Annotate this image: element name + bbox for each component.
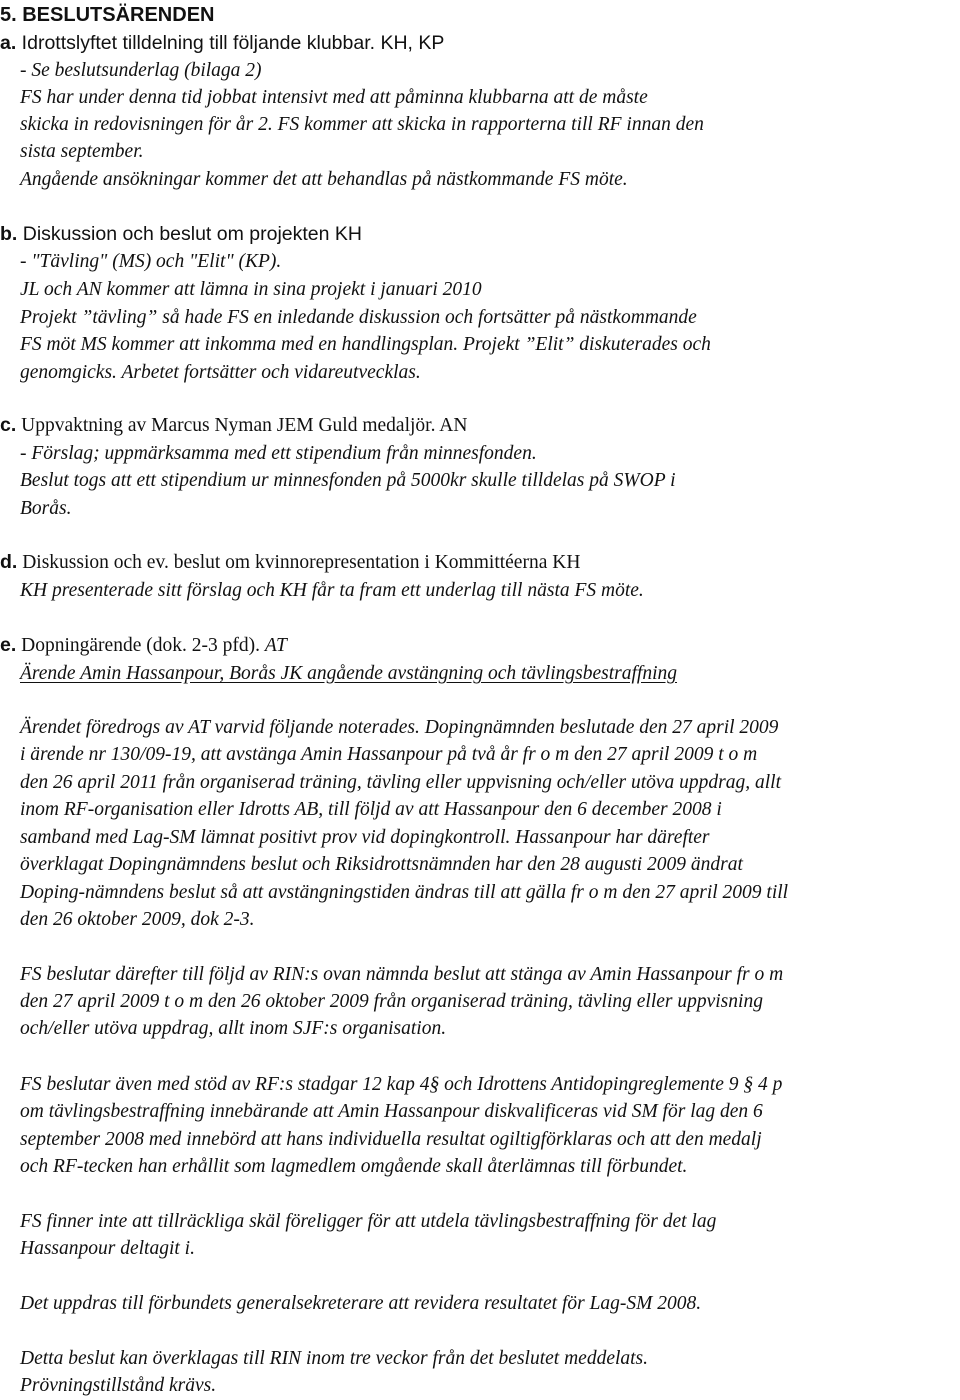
item-e-para3-line: FS beslutar även med stöd av RF:s stadgar 12 kap 4§ och Idrottens Antidopingreglemente 9 § 4 p (20, 1074, 783, 1095)
item-e-para1-line: i ärende nr 130/09-19, att avstänga Amin Hassanpour på två år fr o m den 27 april 2009 t o m (20, 744, 758, 765)
item-d-letter: d. (0, 551, 18, 573)
item-e-para2-line: och/eller utöva uppdrag, allt inom SJF:s organisation. (20, 1018, 447, 1039)
item-e-para5-line: Det uppdras till förbundets generalsekreterare att revidera resultatet för Lag-SM 2008. (20, 1293, 702, 1314)
item-a-title: Idrottslyftet tilldelning till följande klubbar. KH, KP (16, 32, 445, 54)
item-a-letter: a. (0, 32, 17, 54)
item-e-heading (0, 632, 287, 659)
item-b-letter: b. (0, 223, 18, 245)
item-e-para1-line: den 26 april 2011 från organiserad träning, tävling eller uppvisning och/eller utöva uppdrag, allt (20, 772, 781, 793)
item-b-heading (0, 221, 362, 248)
item-a-line: - Se beslutsunderlag (bilaga 2) (20, 60, 262, 81)
item-b-line: Projekt ”tävling” så hade FS en inledande diskussion och fortsätter på nästkommande (20, 307, 697, 328)
item-c-heading (0, 412, 467, 439)
item-c-line: Borås. (20, 498, 72, 519)
item-c-line: Beslut togs att ett stipendium ur minnesfonden på 5000kr skulle tilldelas på SWOP i (20, 470, 676, 491)
item-e-para6-line: Detta beslut kan överklagas till RIN inom tre veckor från det beslutet meddelats. (20, 1348, 649, 1369)
item-b-title: Diskussion och beslut om projekten KH (17, 223, 363, 245)
item-e-para3-line: och RF-tecken han erhållit som lagmedlem omgående skall återlämnas till förbundet. (20, 1156, 688, 1177)
item-e-subject: Ärende Amin Hassanpour, Borås JK angående avstängning och tävlingsbestraffning (20, 663, 678, 684)
section-heading: 5. BESLUTSÄRENDEN (0, 4, 215, 26)
item-c-line: - Förslag; uppmärksamma med ett stipendium från minnesfonden. (20, 443, 537, 464)
item-e-para1-line: överklagat Dopingnämndens beslut och Riksidrottsnämnden har den 28 augusti 2009 ändrat (20, 854, 743, 875)
item-e-title: Dopningärende (dok. 2-3 pfd). (16, 635, 265, 656)
item-e-letter: e. (0, 634, 17, 656)
item-e-para1-line: Doping-nämndens beslut så att avstängningstiden ändras till att gälla fr o m den 27 april 2009 till (20, 882, 789, 903)
item-b-line: - "Tävling" (MS) och "Elit" (KP). (20, 251, 282, 272)
item-e-para3-line: om tävlingsbestraffning innebärande att Amin Hassanpour diskvalificeras vid SM för lag den 6 (20, 1101, 763, 1122)
item-a-line (20, 111, 704, 138)
item-d-title: Diskussion och ev. beslut om kvinnorepresentation i Kommittéerna KH (17, 552, 581, 573)
item-a-line: sista september. (20, 141, 144, 162)
item-e-para4-line: Hassanpour deltagit i. (20, 1238, 195, 1259)
item-e-para1-line: samband med Lag-SM lämnat positivt prov vid dopingkontroll. Hassanpour har därefter (20, 827, 710, 848)
item-e-para6-line: Prövningstillstånd krävs. (20, 1375, 217, 1396)
item-e-para1-line: Ärendet föredrogs av AT varvid följande noterades. Dopingnämnden beslutade den 27 april 2009 (20, 717, 779, 738)
item-e-para1-line: inom RF-organisation eller Idrotts AB, till följd av att Hassanpour den 6 december 2008 i (20, 799, 722, 820)
item-e-para4-line: FS finner inte att tillräckliga skäl föreligger för att utdela tävlingsbestraffning för det lag (20, 1211, 717, 1232)
item-a-line: FS har under denna tid jobbat intensivt med att påminna klubbarna att de måste (20, 87, 648, 108)
item-a-text: FS kommer att skicka in rapporterna till RF innan den (277, 114, 704, 135)
item-d-line: KH presenterade sitt förslag och KH får ta fram ett underlag till nästa FS möte. (20, 580, 644, 601)
item-e-para2-line: FS beslutar därefter till följd av RIN:s ovan nämnda beslut att stänga av Amin Hassanpour fr o m (20, 964, 784, 985)
item-d-heading (0, 549, 580, 576)
item-e-title-tail: AT (264, 635, 287, 656)
item-e-para2-line: den 27 april 2009 t o m den 26 oktober 2009 från organiserad träning, tävling eller uppvisning (20, 991, 763, 1012)
item-b-line: genomgicks. Arbetet fortsätter och vidareutvecklas. (20, 362, 421, 383)
item-e-para3-line: september 2008 med innebörd att hans individuella resultat ogiltigförklaras och att den medalj (20, 1129, 762, 1150)
item-a-heading (0, 30, 444, 57)
item-e-para1-line: den 26 oktober 2009, dok 2-3. (20, 909, 255, 930)
item-c-title: Uppvaktning av Marcus Nyman JEM Guld medaljör. AN (16, 415, 468, 436)
item-b-line: JL och AN kommer att lämna in sina projekt i januari 2010 (20, 279, 482, 300)
item-a-line: Angående ansökningar kommer det att behandlas på nästkommande FS möte. (20, 169, 628, 190)
item-b-line: FS möt MS kommer att inkomma med en handlingsplan. Projekt ”Elit” diskuterades och (20, 334, 711, 355)
item-c-letter: c. (0, 414, 17, 436)
item-a-text: skicka in redovisningen för år 2. (20, 114, 278, 135)
